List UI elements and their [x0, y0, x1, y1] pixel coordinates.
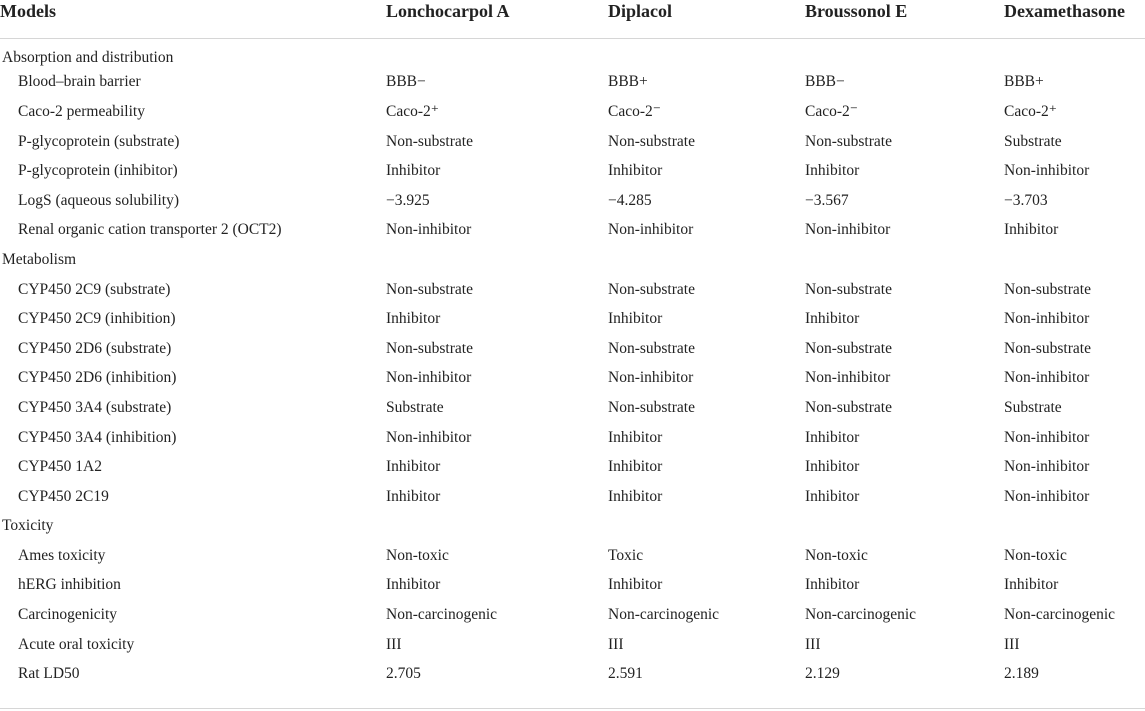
table-cell: −3.703	[1004, 191, 1048, 209]
table-cell: Non-substrate	[386, 280, 473, 298]
table-cell: Non-inhibitor	[608, 369, 694, 387]
table-cell: BBB+	[1004, 73, 1044, 91]
table-row	[0, 541, 1145, 571]
row-label: CYP450 2C9 (inhibition)	[18, 310, 176, 328]
table-cell: Inhibitor	[608, 576, 663, 594]
row-label: P-glycoprotein (inhibitor)	[18, 162, 178, 180]
table-cell: Inhibitor	[608, 162, 663, 180]
table-cell: Non-inhibitor	[1004, 369, 1090, 387]
table-cell: Non-substrate	[805, 132, 892, 150]
row-label: CYP450 2D6 (inhibition)	[18, 369, 177, 387]
table-cell: Inhibitor	[386, 458, 441, 476]
section-row	[0, 245, 1145, 275]
table-cell: Non-carcinogenic	[608, 606, 720, 624]
row-label: Renal organic cation transporter 2 (OCT2)	[18, 221, 282, 239]
table-cell: III	[386, 635, 402, 653]
table-cell: Non-toxic	[1004, 546, 1067, 564]
table-cell: Inhibitor	[608, 310, 663, 328]
table-row	[0, 156, 1145, 186]
table-cell: Inhibitor	[386, 487, 441, 505]
table-row	[0, 127, 1145, 157]
table-cell: Non-inhibitor	[1004, 162, 1090, 180]
table-cell: Non-carcinogenic	[805, 606, 917, 624]
header-lonchocarpol-a: Lonchocarpol A	[386, 0, 608, 38]
table-cell: Caco-2⁻	[608, 103, 661, 121]
table-cell: BBB−	[386, 73, 426, 91]
table-cell: Non-toxic	[805, 546, 868, 564]
table-cell: Inhibitor	[805, 162, 860, 180]
row-label: P-glycoprotein (substrate)	[18, 132, 180, 150]
table-cell: Substrate	[386, 398, 444, 416]
table-cell: Non-substrate	[608, 398, 695, 416]
table-cell: Non-inhibitor	[1004, 487, 1090, 505]
table-cell	[1004, 38, 1145, 68]
table-cell: Toxic	[608, 546, 644, 564]
table-cell: Non-inhibitor	[805, 221, 891, 239]
table-cell: Inhibitor	[805, 487, 860, 505]
table-cell: 2.129	[805, 665, 840, 683]
table-cell: Non-carcinogenic	[1004, 606, 1116, 624]
table-cell: Caco-2⁻	[805, 103, 858, 121]
table-cell: −4.285	[608, 191, 652, 209]
row-label: Rat LD50	[18, 665, 80, 683]
table-cell	[608, 512, 805, 542]
section-label: Toxicity	[2, 517, 54, 535]
table-cell	[1004, 245, 1145, 275]
table-cell: Non-carcinogenic	[386, 606, 498, 624]
table-row	[0, 452, 1145, 482]
table-cell: Inhibitor	[608, 458, 663, 476]
header-dexamethasone: Dexamethasone	[1004, 0, 1145, 38]
table-cell: 2.591	[608, 665, 643, 683]
table-cell	[386, 38, 608, 68]
section-label: Metabolism	[2, 250, 77, 268]
table-cell: BBB+	[608, 73, 648, 91]
table-header	[0, 0, 1145, 38]
table-row	[0, 423, 1145, 453]
table-row	[0, 186, 1145, 216]
table-cell: Non-substrate	[608, 280, 695, 298]
table-cell: Caco-2⁺	[1004, 103, 1057, 121]
table-row	[0, 571, 1145, 601]
table-cell: Non-inhibitor	[805, 369, 891, 387]
table-cell: Non-substrate	[1004, 339, 1091, 357]
table-row	[0, 659, 1145, 689]
row-label: Acute oral toxicity	[18, 635, 135, 653]
row-label: CYP450 3A4 (substrate)	[18, 398, 172, 416]
row-label: CYP450 2C9 (substrate)	[18, 280, 171, 298]
table-cell: 2.705	[386, 665, 421, 683]
table-cell: Non-substrate	[1004, 280, 1091, 298]
table-body	[0, 38, 1145, 689]
row-label: Caco-2 permeability	[18, 102, 145, 120]
table-cell: Inhibitor	[805, 576, 860, 594]
table-cell: III	[805, 635, 821, 653]
table-cell: Non-inhibitor	[1004, 310, 1090, 328]
table-row	[0, 68, 1145, 98]
table-cell: Non-substrate	[805, 339, 892, 357]
table-cell: Non-substrate	[805, 280, 892, 298]
table-cell: Inhibitor	[386, 576, 441, 594]
table-cell: Non-substrate	[608, 132, 695, 150]
table-row	[0, 364, 1145, 394]
table-cell: Inhibitor	[386, 310, 441, 328]
table-cell	[386, 512, 608, 542]
table-cell	[386, 245, 608, 275]
table-cell: Non-inhibitor	[1004, 428, 1090, 446]
table-cell: Inhibitor	[805, 310, 860, 328]
table-cell: Non-inhibitor	[386, 221, 472, 239]
table-cell: III	[1004, 635, 1020, 653]
header-diplacol: Diplacol	[608, 0, 805, 38]
table-cell: Non-toxic	[386, 546, 449, 564]
table-cell: Non-substrate	[608, 339, 695, 357]
table-cell: Non-inhibitor	[386, 428, 472, 446]
table-cell	[805, 512, 1004, 542]
table-cell	[608, 38, 805, 68]
table-cell: −3.925	[386, 191, 430, 209]
table-cell: Non-substrate	[386, 132, 473, 150]
header-row	[0, 0, 1145, 38]
row-label: LogS (aqueous solubility)	[18, 191, 180, 209]
table-cell: BBB−	[805, 73, 845, 91]
table-cell: Inhibitor	[1004, 221, 1059, 239]
row-label: CYP450 2D6 (substrate)	[18, 339, 172, 357]
section-label: Absorption and distribution	[2, 49, 174, 67]
table-row	[0, 216, 1145, 246]
section-row	[0, 38, 1145, 68]
row-label: CYP450 1A2	[18, 458, 102, 476]
table-row	[0, 97, 1145, 127]
table-cell: Non-inhibitor	[1004, 458, 1090, 476]
table-cell: Inhibitor	[805, 458, 860, 476]
table-cell: Caco-2⁺	[386, 103, 439, 121]
table-cell: Substrate	[1004, 398, 1062, 416]
table-cell: Non-inhibitor	[608, 221, 694, 239]
table-cell: Non-substrate	[805, 398, 892, 416]
header-broussonol-e: Broussonol E	[805, 0, 1004, 38]
table-cell: Inhibitor	[608, 428, 663, 446]
table-row	[0, 304, 1145, 334]
table-cell: Non-substrate	[386, 339, 473, 357]
table-row	[0, 600, 1145, 630]
row-label: Blood–brain barrier	[18, 73, 141, 91]
header-models: Models	[0, 0, 386, 38]
row-label: CYP450 2C19	[18, 487, 109, 505]
table-cell	[1004, 512, 1145, 542]
table-cell: Inhibitor	[386, 162, 441, 180]
table-cell: Substrate	[1004, 132, 1062, 150]
table-bottom-rule	[0, 708, 1145, 709]
table-row	[0, 482, 1145, 512]
section-row	[0, 512, 1145, 542]
table-row	[0, 393, 1145, 423]
table-cell: −3.567	[805, 191, 849, 209]
table-row	[0, 334, 1145, 364]
row-label: hERG inhibition	[18, 576, 121, 594]
table-cell: Inhibitor	[608, 487, 663, 505]
table-row	[0, 275, 1145, 305]
table-cell	[608, 245, 805, 275]
table-cell: Non-inhibitor	[386, 369, 472, 387]
table-cell: Inhibitor	[805, 428, 860, 446]
row-label: Carcinogenicity	[18, 606, 117, 624]
table-cell	[805, 245, 1004, 275]
table-cell: III	[608, 635, 624, 653]
table-row	[0, 630, 1145, 660]
table-cell: 2.189	[1004, 665, 1039, 683]
table-cell: Inhibitor	[1004, 576, 1059, 594]
row-label: CYP450 3A4 (inhibition)	[18, 428, 177, 446]
table-cell	[805, 38, 1004, 68]
row-label: Ames toxicity	[18, 546, 106, 564]
